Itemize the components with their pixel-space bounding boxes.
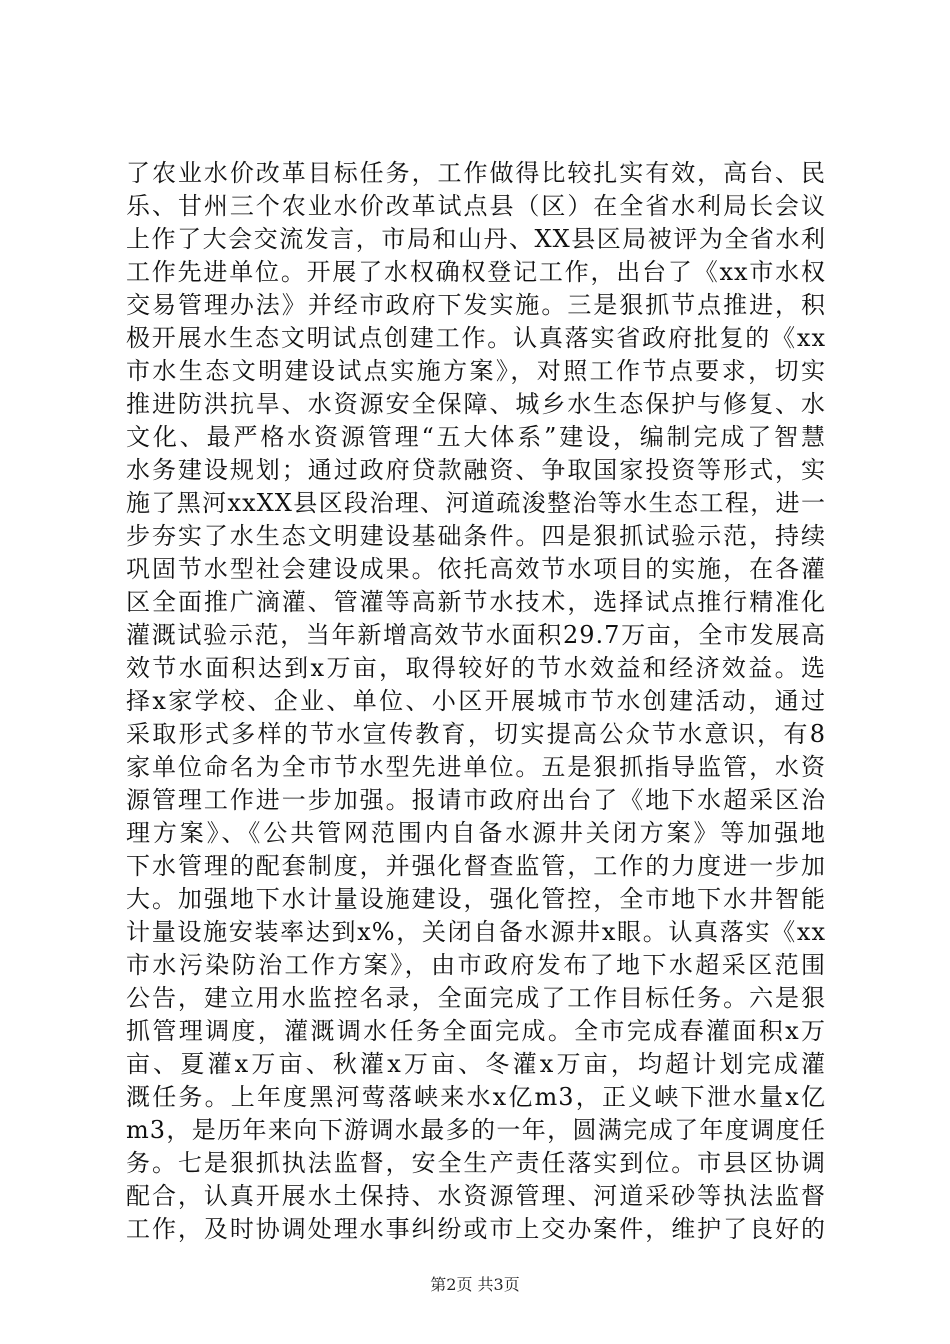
text-line: 务。七是狠抓执法监督，安全生产责任落实到位。市县区协调 (126, 1149, 826, 1177)
text-line: 家单位命名为全市节水型先进单位。五是狠抓指导监管，水资 (126, 753, 826, 781)
text-line: 配合，认真开展水土保持、水资源管理、河道采砂等执法监督 (126, 1182, 826, 1210)
text-line: 灌溉试验示范，当年新增高效节水面积29.7万亩，全市发展高 (126, 621, 826, 649)
text-line: 大。加强地下水计量设施建设，强化管控，全市地下水井智能 (126, 885, 826, 913)
text-line: 巩固节水型社会建设成果。依托高效节水项目的实施，在各灌 (126, 555, 826, 583)
text-line: 源管理工作进一步加强。报请市政府出台了《地下水超采区治 (126, 786, 826, 814)
text-line: 工作，及时协调处理水事纠纷或市上交办案件，维护了良好的 (126, 1215, 826, 1243)
text-line: 抓管理调度，灌溉调水任务全面完成。全市完成春灌面积x万 (126, 1017, 826, 1045)
text-line: 交易管理办法》并经市政府下发实施。三是狠抓节点推进，积 (126, 291, 826, 319)
page-footer: 第2页 共3页 (430, 1275, 520, 1294)
text-line: 工作先进单位。开展了水权确权登记工作，出台了《xx市水权 (126, 258, 826, 286)
text-line: 上作了大会交流发言，市局和山丹、XX县区局被评为全省水利 (126, 225, 826, 253)
text-line: 效节水面积达到x万亩，取得较好的节水效益和经济效益。选 (126, 654, 826, 682)
text-line: 文化、最严格水资源管理“五大体系”建设，编制完成了智慧 (126, 423, 826, 451)
text-line: 溉任务。上年度黑河莺落峡来水x亿m3，正义峡下泄水量x亿 (126, 1083, 826, 1111)
text-line: 亩、夏灌x万亩、秋灌x万亩、冬灌x万亩，均超计划完成灌 (126, 1050, 826, 1078)
text-line: 计量设施安装率达到x%，关闭自备水源井x眼。认真落实《xx (126, 918, 826, 946)
text-line: 极开展水生态文明试点创建工作。认真落实省政府批复的《xx (126, 324, 826, 352)
text-line: 了农业水价改革目标任务，工作做得比较扎实有效，高台、民 (126, 159, 826, 187)
text-line: 推进防洪抗旱、水资源安全保障、城乡水生态保护与修复、水 (126, 390, 826, 418)
text-line: 水务建设规划；通过政府贷款融资、争取国家投资等形式，实 (126, 456, 826, 484)
text-line: 择x家学校、企业、单位、小区开展城市节水创建活动，通过 (126, 687, 826, 715)
text-line: 区全面推广滴灌、管灌等高新节水技术，选择试点推行精准化 (126, 588, 826, 616)
text-line: 理方案》、《公共管网范围内自备水源井关闭方案》等加强地 (126, 819, 826, 847)
text-line: 下水管理的配套制度，并强化督查监管，工作的力度进一步加 (126, 852, 826, 880)
body-text (126, 157, 826, 1246)
text-line: m3，是历年来向下游调水最多的一年，圆满完成了年度调度任 (126, 1116, 826, 1144)
text-line: 市水生态文明建设试点实施方案》，对照工作节点要求，切实 (126, 357, 826, 385)
text-line: 市水污染防治工作方案》，由市政府发布了地下水超采区范围 (126, 951, 826, 979)
text-line: 乐、甘州三个农业水价改革试点县（区）在全省水利局长会议 (126, 192, 826, 220)
text-line: 采取形式多样的节水宣传教育，切实提高公众节水意识，有8 (126, 720, 826, 748)
text-line: 公告，建立用水监控名录，全面完成了工作目标任务。六是狠 (126, 984, 826, 1012)
text-line: 步夯实了水生态文明建设基础条件。四是狠抓试验示范，持续 (126, 522, 826, 550)
text-line: 施了黑河xxXX县区段治理、河道疏浚整治等水生态工程，进一 (126, 489, 826, 517)
